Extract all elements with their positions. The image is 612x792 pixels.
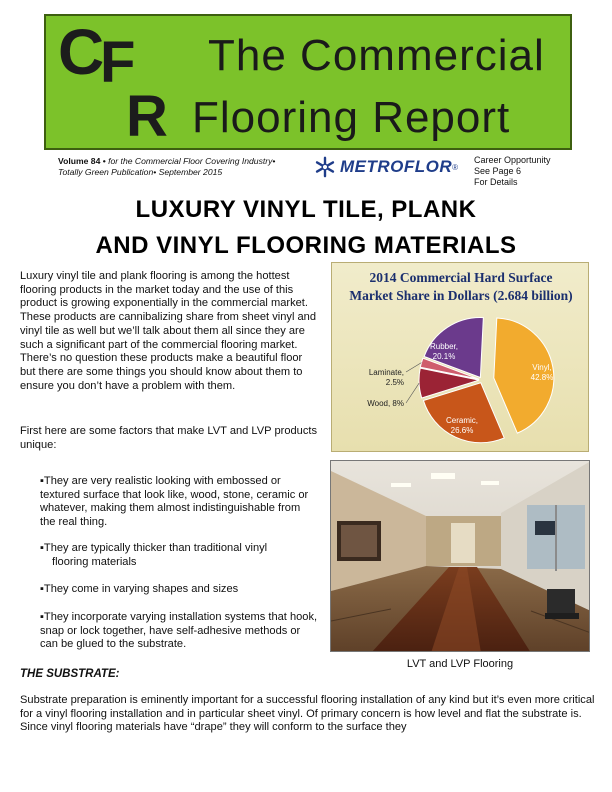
sponsor-name: METROFLOR — [340, 157, 453, 176]
pie-leader-line — [406, 383, 419, 403]
masthead-banner — [44, 14, 572, 150]
section-heading-substrate: THE SUBSTRATE: — [20, 668, 120, 680]
career-line3: For Details — [474, 177, 518, 187]
list-item: ▪They come in varying shapes and sizes — [40, 583, 239, 595]
star-burst-icon — [314, 156, 336, 178]
chart-subtitle: Market Share in Dollars (2.684 billion) — [349, 288, 573, 303]
pie-slice-label: 20.1% — [432, 352, 456, 361]
career-line1: Career Opportunity — [474, 155, 551, 165]
headline-line2: AND VINYL FLOORING MATERIALS — [95, 232, 517, 259]
issue-date: Totally Green Publication• September 2015 — [58, 167, 223, 177]
market-share-chart — [331, 262, 589, 452]
pie-slice-label: 42.8% — [530, 373, 554, 382]
list-item: ▪They incorporate varying installation systems that hook, snap or lock together, have self-adhesive methods or can be glued to the substrate. — [40, 611, 318, 651]
logo-letter-f: F — [100, 30, 136, 95]
pie-leader-line — [406, 363, 421, 372]
list-item-line: ▪They are typically thicker than traditional vinyl — [40, 542, 268, 554]
sponsor-registered-mark: ® — [452, 162, 459, 172]
sponsor-logo[interactable] — [314, 152, 458, 182]
masthead-title-line2: Flooring Report — [192, 93, 511, 142]
pie-slice-label: Laminate, — [368, 368, 404, 377]
career-line2: See Page 6 — [474, 166, 522, 176]
headline-line1: LUXURY VINYL TILE, PLANK — [135, 196, 477, 223]
masthead-title-line1: The Commercial — [208, 31, 545, 80]
flooring-photo — [330, 460, 590, 652]
pie-slice-label: Wood, 8% — [367, 399, 404, 408]
article-paragraph-substrate: Substrate preparation is eminently important for a successful flooring installation of any kind but it’s even more critical for a vinyl flooring installation and in particular sheet vinyl. Of primary concern is how level and flat the substrate is. Since vinyl flooring materials have “drape” they will conform to the surface they — [20, 694, 595, 734]
article-paragraph-factors: First here are some factors that make LVT and LVP products unique: — [20, 425, 318, 451]
issue-volume: Volume 84 • — [58, 156, 106, 166]
pie-slice-label: Rubber, — [429, 342, 459, 351]
pie-slice-label: Vinyl, — [532, 363, 552, 372]
article-paragraph-intro: Luxury vinyl tile and plank flooring is among the hottest flooring products in the market today and the use of this product is growing exponentially in the commercial market. These products are cannibalizing share from sheet vinyl and vinyl tile as well but we’ll talk about them all since they are such a significant part of the commercial flooring market. There’s no question these products make a beautiful floor but there are some things you should know about them to ensure you don’t have a problem with them. — [20, 270, 316, 392]
corridor-image — [331, 461, 590, 652]
pie-chart — [332, 263, 590, 453]
photo-caption: LVT and LVP Flooring — [406, 658, 514, 670]
issue-info — [58, 156, 314, 178]
pie-slice-label: 26.6% — [450, 426, 474, 435]
list-item: ▪They are very realistic looking with embossed or textured surface that look like, wood, stone, ceramic or whatever, making them almost indistinguishable from the real thing. — [40, 475, 309, 529]
issue-tagline: for the Commercial Floor Covering Industry• — [105, 156, 276, 166]
list-item — [40, 542, 318, 569]
logo-letter-r: R — [126, 84, 168, 149]
list-item-line: flooring materials — [52, 555, 137, 568]
pie-slice-label: Ceramic, — [445, 416, 479, 425]
career-notice — [474, 155, 551, 188]
chart-title: 2014 Commercial Hard Surface — [369, 270, 553, 285]
logo-letter-c: C — [58, 16, 105, 88]
pie-slice-label: 2.5% — [385, 378, 404, 387]
